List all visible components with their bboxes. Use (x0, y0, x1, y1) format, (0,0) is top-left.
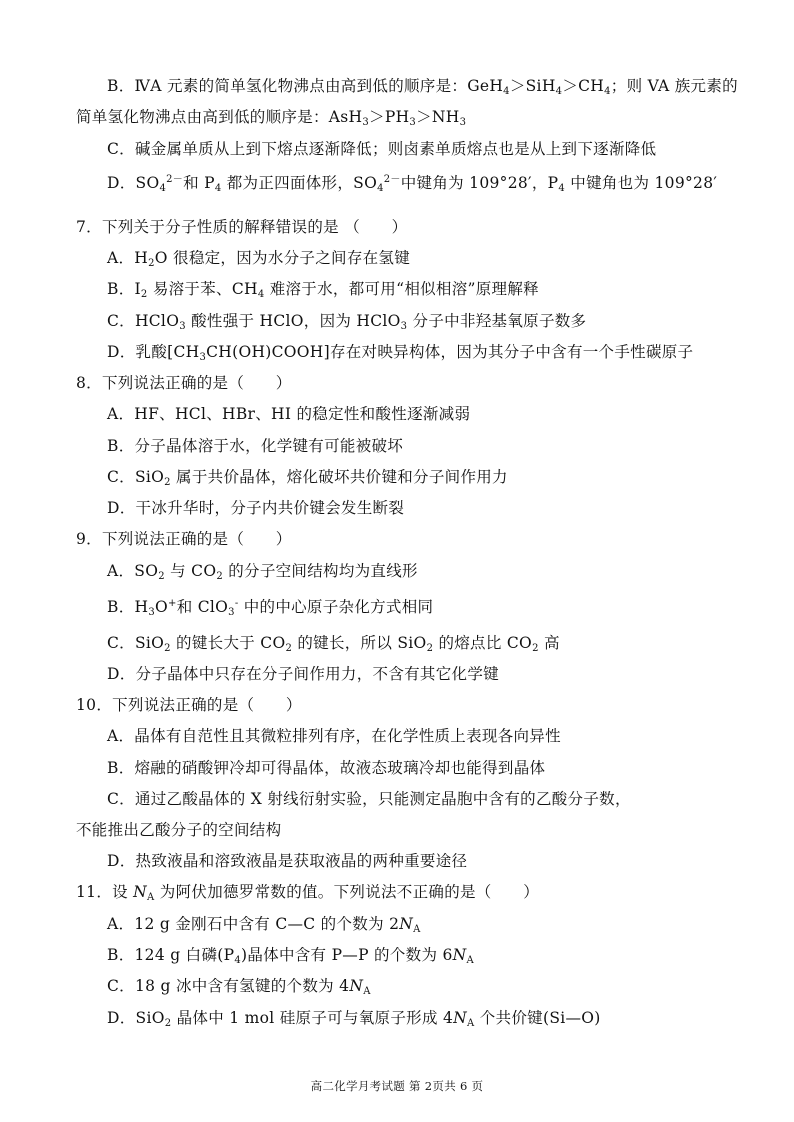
line-q8: 8．下列说法正确的是（ ） (76, 374, 292, 392)
line-q6-d: D．$SO_4^{2-}$和 $P_4$ 都为正四面体形，$SO_4^{2-}$中键角为 109°28′，$P_4$ 中键角也为 109°28′ (107, 174, 718, 194)
line-q7-d: D．乳酸$[CH_3CH(OH)COOH]$存在对映异构体，因为其分子中含有一个手性碳原子 (107, 343, 694, 363)
line-q8-c: C．SiO$_2$ 属于共价晶体，熔化破坏共价键和分子间作用力 (107, 468, 508, 488)
line-q8-b: B．分子晶体溶于水，化学键有可能被破坏 (107, 437, 404, 455)
line-q10-a: A．晶体有自范性且其微粒排列有序，在化学性质上表现各向异性 (107, 727, 561, 745)
line-q10: 10．下列说法正确的是（ ） (76, 696, 302, 714)
line-q10-b: B．熔融的硝酸钾冷却可得晶体，故液态玻璃冷却也能得到晶体 (107, 759, 546, 777)
line-q10-c-1: C．通过乙酸晶体的 X 射线衍射实验，只能测定晶胞中含有的乙酸分子数， (107, 790, 631, 808)
line-q10-d: D．热致液晶和溶致液晶是获取液晶的两种重要途径 (107, 852, 468, 870)
line-q9-a: A．$SO_2$ 与 $CO_2$ 的分子空间结构均为直线形 (107, 562, 418, 582)
line-q9-b: B．$H_3O^+$和 ClO$_3$- 中的中心原子杂化方式相同 (107, 598, 434, 618)
line-q7-c: C．HClO$_3$ 酸性强于 HClO，因为 HClO$_3$ 分子中非羟基氧原子数多 (107, 312, 587, 332)
line-q6-c: C．碱金属单质从上到下熔点逐渐降低；则卤素单质熔点也是从上到下逐渐降低 (107, 140, 657, 158)
line-q6-b-2: 简单氢化物沸点由高到低的顺序是：$AsH_3>PH_3>NH_3$ (76, 108, 467, 128)
line-q10-c-2: 不能推出乙酸分子的空间结构 (76, 821, 282, 839)
line-q8-a: A．HF、HCl、HBr、HI 的稳定性和酸性逐渐减弱 (107, 405, 471, 423)
page-footer: 高二化学月考试题 第 2页共 6 页 (310, 1079, 484, 1093)
line-q7-b: B．$I_2$ 易溶于苯、$CH_4$ 难溶于水，都可用“相似相溶”原理解释 (107, 280, 539, 300)
line-q11-c: C．18 g 冰中含有氢键的个数为 $4N_A$ (107, 977, 371, 997)
line-q7-a: A．$H_2O$ 很稳定，因为水分子之间存在氢键 (107, 249, 411, 269)
line-q7: 7．下列关于分子性质的解释错误的是 （ ） (76, 218, 408, 236)
line-q9-c: C．SiO$_2$ 的键长大于 $CO_2$ 的键长，所以 SiO$_2$ 的熔点比 $CO_2$ 高 (107, 634, 560, 654)
line-q8-d: D．干冰升华时，分子内共价键会发生断裂 (107, 499, 405, 517)
line-q11-a: A．12 g 金刚石中含有 C—C 的个数为 $2N_A$ (107, 915, 421, 935)
line-q9: 9．下列说法正确的是（ ） (76, 530, 292, 548)
line-q11: 11．设 $N_A$ 为阿伏加德罗常数的值。下列说法不正确的是（ ） (76, 883, 539, 903)
line-q11-b: B．124 g 白磷$(P_4)$晶体中含有 P—P 的个数为 $6N_A$ (107, 946, 475, 966)
line-q9-d: D．分子晶体中只存在分子间作用力，不含有其它化学键 (107, 665, 499, 683)
line-q6-b-1: B．ⅣA 元素的简单氢化物沸点由高到低的顺序是：$GeH_4>SiH_4>CH_4$；则 VA 族元素的 (107, 77, 738, 97)
line-q11-d: D．SiO$_2$ 晶体中 1 mol 硅原子可与氧原子形成 $4N_A$ 个共价键(Si—O) (107, 1009, 601, 1029)
